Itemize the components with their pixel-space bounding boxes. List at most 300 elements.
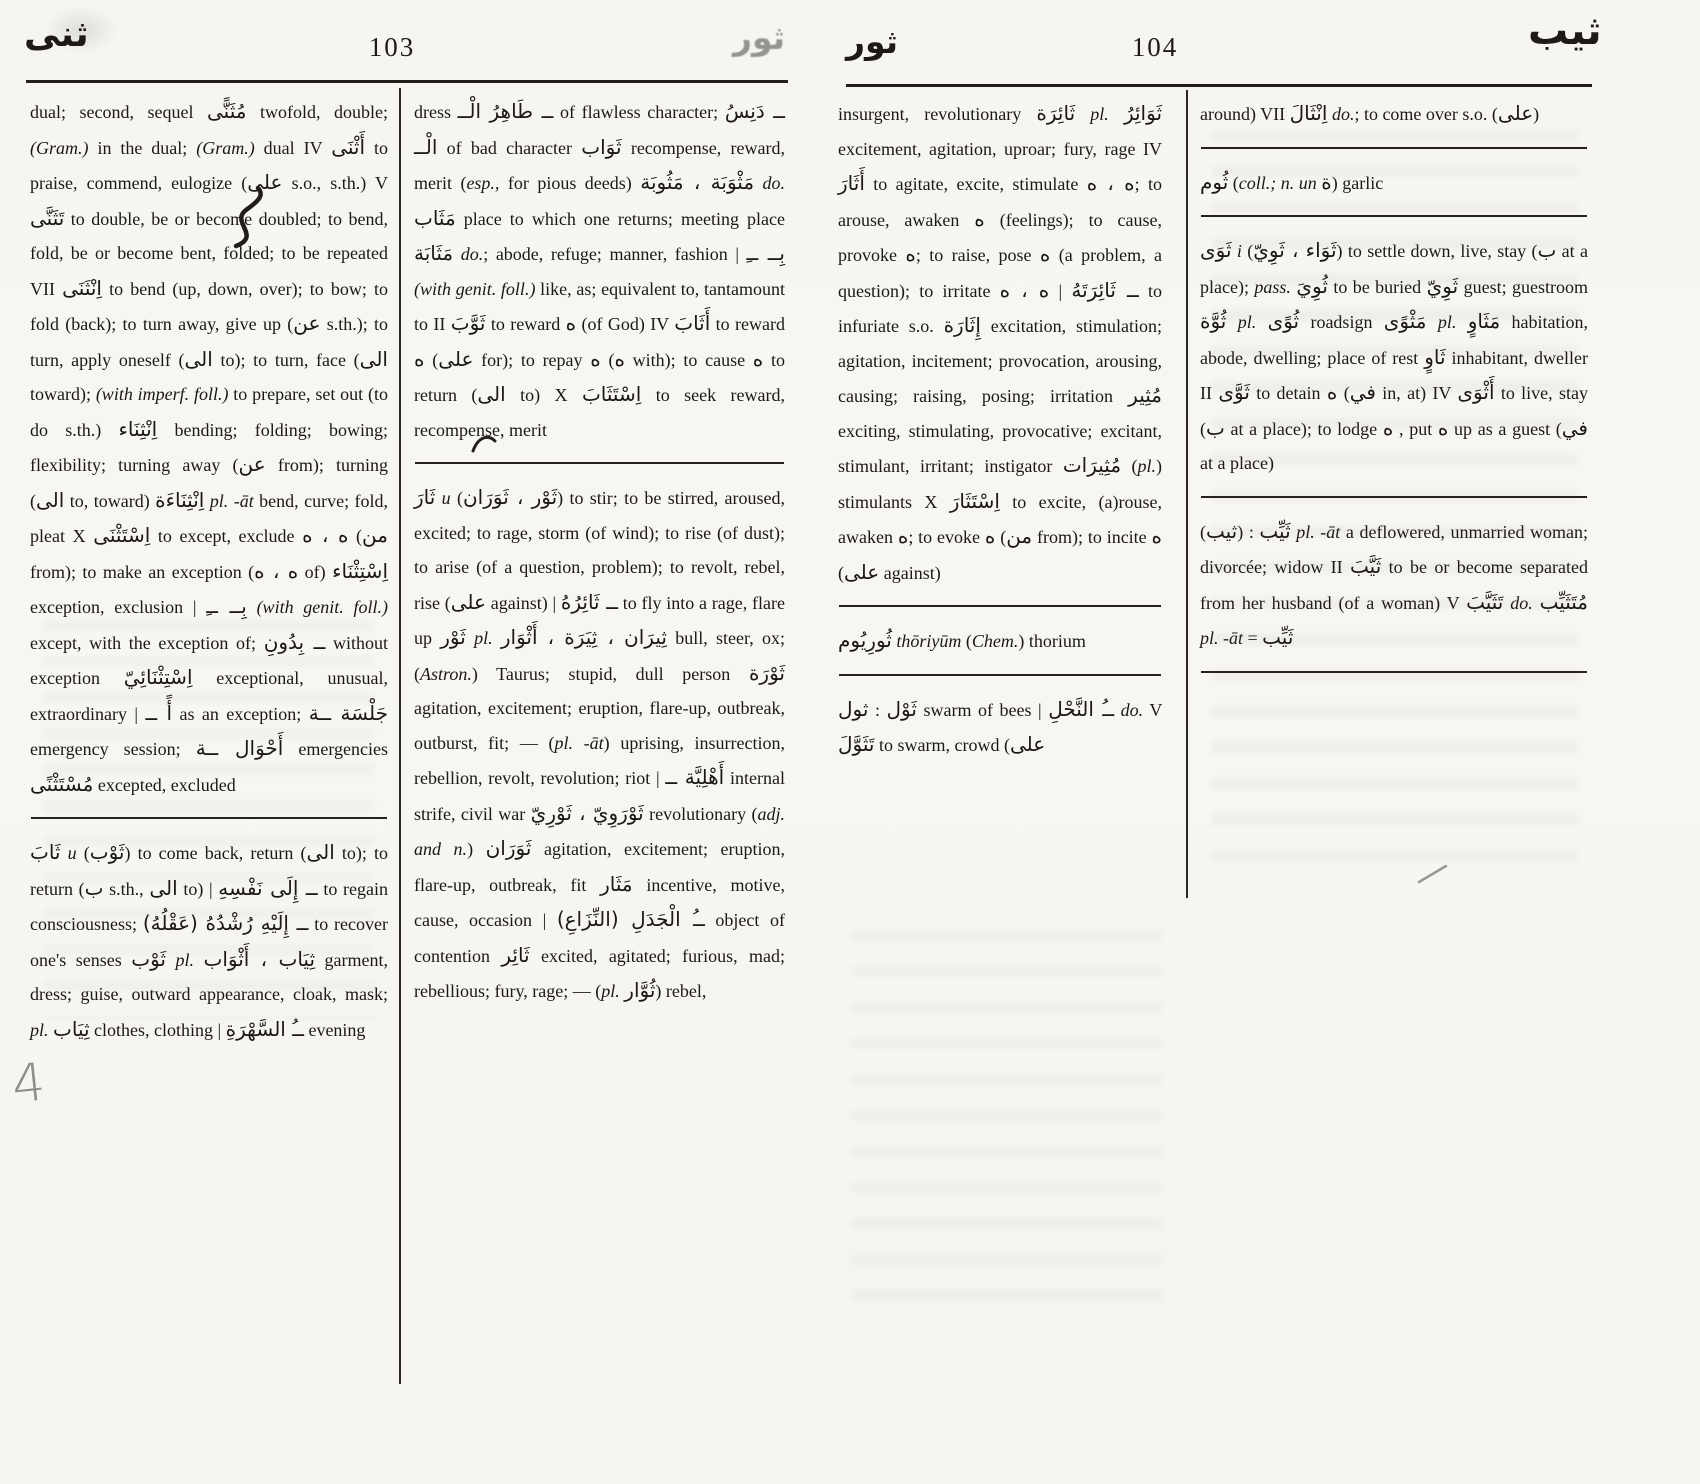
arabic-text: ــ إِلَى نَفْسِهِ (218, 875, 318, 900)
english-text: (feelings); to cause, provoke (838, 209, 1162, 265)
english-text: s.th.); to turn, apply oneself ( (30, 314, 388, 370)
english-text: bend, curve; fold, pleat X (30, 490, 389, 546)
english-text: = (1243, 628, 1263, 648)
arabic-text: ه (1382, 415, 1394, 440)
arabic-text: ثَارَ (414, 485, 436, 509)
english-text: of) (298, 561, 333, 582)
page-104-column-1 (838, 96, 1162, 763)
english-text: to reward (710, 314, 786, 334)
arabic-text: مُسْتَثْنًى (30, 771, 94, 796)
english-text: excitation, stimulation; agitation, incitement; provocation, arousing, causing; raising, posing; irritation (838, 316, 1162, 406)
entry-separator-rule (415, 462, 784, 464)
english-text: for pious deeds) (499, 173, 641, 193)
english-text: excited, agitated; furious, mad; rebellious; fury, rage; — ( (414, 945, 786, 1001)
english-text: ) thorium (1018, 631, 1086, 651)
italic-gloss: u (67, 843, 77, 863)
arabic-text: على (1497, 101, 1534, 125)
arabic-text: ثَوِيّ (1426, 273, 1459, 298)
arabic-text: ه (897, 524, 909, 548)
italic-gloss: (with genit. foll.) (414, 278, 536, 299)
english-text: recompense, reward, merit ( (414, 137, 785, 193)
english-text: to infuriate s.o. (838, 280, 1162, 336)
italic-gloss: pl. (175, 949, 194, 970)
entry-separator-rule (31, 817, 387, 819)
arabic-text: اِنْثِنَاء (118, 416, 158, 441)
arabic-text: مَثَاب (414, 205, 456, 230)
arabic-text: تَثَوَّلَ (838, 732, 875, 756)
english-text: in, at) IV (1375, 383, 1458, 403)
english-text (493, 628, 501, 648)
arabic-text: مُثِيرَات (1062, 453, 1122, 477)
english-text: from); to make an exception ( (30, 561, 255, 582)
italic-gloss: pass. (1254, 276, 1291, 297)
english-text: (of God) IV (576, 314, 675, 334)
english-text (1226, 312, 1237, 332)
english-text: bending; folding; bowing; flexibility; turning away ( (30, 419, 389, 475)
english-text: at a place); to lodge (1224, 418, 1383, 439)
english-text: up as a guest ( (1448, 418, 1562, 439)
arabic-text: ه (974, 206, 985, 231)
english-text: ) garlic (1331, 172, 1384, 193)
arabic-text: ثَوَى (1200, 238, 1232, 262)
italic-gloss: do. (1510, 592, 1533, 613)
dictionary-entry (838, 623, 1162, 659)
arabic-text: ه ، ه (1086, 171, 1135, 195)
arabic-text: ثُورِيُوم (838, 628, 892, 652)
english-text: revolutionary ( (643, 803, 758, 824)
english-text: to regain consciousness; (30, 878, 388, 934)
english-text: ) Taurus; stupid, dull person (471, 663, 749, 684)
dictionary-entry (838, 692, 1162, 763)
arabic-text: اِنْثِنَاءَة (155, 487, 205, 512)
arabic-text: ــُ النَّحْلِ (1048, 696, 1115, 721)
english-text: to reward (485, 314, 566, 334)
english-text: at a place); (1200, 241, 1588, 297)
page-103-column-divider (399, 88, 401, 1384)
italic-gloss: do. (1331, 104, 1355, 124)
english-text: to) X (505, 385, 582, 405)
english-text: exception, exclusion | (30, 597, 207, 617)
english-text: ; to raise, pose (915, 245, 1040, 265)
arabic-text: ثِيرَان ، ثِيَرَة ، أَثْوَار (500, 625, 667, 649)
arabic-text: مَثَار (600, 871, 633, 896)
arabic-text: أَثْنَى (331, 134, 366, 159)
arabic-text: على (844, 559, 880, 584)
english-text: to agitate, excite, stimulate (864, 174, 1087, 194)
arabic-text: على (450, 589, 486, 614)
arabic-text: ثيب (1206, 518, 1238, 543)
arabic-text: تَثَنَّى (30, 205, 65, 230)
page-103-column-1 (30, 94, 388, 1047)
english-text: with); to cause (624, 349, 753, 370)
arabic-text: ثِيَاب (53, 1016, 90, 1041)
arabic-text: ثُوَّة (1200, 309, 1227, 333)
page-103-column-2 (414, 94, 785, 1009)
arabic-text: ثَوَائِرُ (1123, 101, 1163, 125)
arabic-text: الى (477, 382, 506, 406)
arabic-text: ثُوِيَ (1296, 273, 1328, 298)
arabic-text: ثَوْرَة (748, 660, 785, 685)
italic-gloss: pl. -āt (209, 490, 254, 511)
english-text: to excite, (a)rouse, awaken (838, 491, 1162, 547)
italic-gloss: do. (460, 244, 484, 264)
entry-separator-rule (1201, 215, 1587, 217)
entry-separator-rule (1201, 671, 1587, 673)
english-text: to prepare, set out (to do s.th.) (30, 384, 389, 440)
arabic-text: ه (1326, 380, 1338, 404)
arabic-text: ب (1537, 238, 1557, 262)
english-text: s.o., s.th.) V (282, 173, 388, 193)
english-text: ) to stir; to be stirred, aroused, excited; to rage, storm (of wind); to rise (of dust); to arise (of a question, problem); to revolt, rebel, rise ( (414, 488, 786, 613)
english-text: of flawless character; (553, 102, 725, 122)
dictionary-entry (838, 96, 1162, 590)
english-text: | (1049, 280, 1072, 301)
italic-gloss: pl. (601, 981, 620, 1001)
italic-gloss: do. (762, 173, 785, 193)
english-text: inhabitant, dweller II (1200, 347, 1588, 403)
arabic-text: مُتَثَيِّب (1539, 589, 1589, 614)
english-text: ( (600, 349, 615, 370)
arabic-text: بِــ ــِ (206, 594, 247, 618)
english-text: ( (348, 526, 363, 546)
english-text: ( (76, 843, 90, 863)
arabic-text: ــ بِدُونِ (263, 629, 326, 654)
english-text: ( (1241, 241, 1254, 261)
english-text (1456, 312, 1467, 332)
page-104-header-rule (846, 84, 1592, 87)
arabic-text: جَلْسَة ــة (308, 700, 388, 725)
arabic-text: ثَوْل (886, 696, 917, 721)
english-text (1109, 104, 1124, 124)
page-103-number: 103 (368, 32, 416, 62)
english-text: a deflowered, unmarried woman; divorcée; widow II (1200, 521, 1589, 577)
arabic-text: ثَابَ (30, 840, 61, 864)
english-text: s.th., (103, 878, 150, 899)
arabic-text: ــُ الْجَدَلِ (النِّزَاعِ) (556, 907, 705, 931)
italic-gloss: (with genit. foll.) (256, 597, 388, 617)
dictionary-entry (30, 94, 388, 802)
english-text: to swarm, crowd ( (874, 735, 1010, 755)
dictionary-entry (1200, 514, 1588, 656)
english-text (1427, 312, 1438, 332)
arabic-text: الى (306, 840, 335, 864)
english-text: emergency session; (30, 739, 196, 759)
arabic-text: من (362, 523, 388, 547)
english-text: to fly into a rage, flare up (414, 592, 785, 648)
page-104-right-keyword: ثيب (1528, 8, 1602, 54)
entry-separator-rule (1201, 496, 1587, 498)
arabic-text: اِسْتِثْنَاء (332, 558, 388, 583)
english-text: ; to evoke (908, 527, 985, 547)
dictionary-entry (1200, 165, 1588, 201)
english-text: excitement, agitation, uproar; fury, rage IV (838, 138, 1162, 159)
english-text: ) (467, 839, 486, 859)
english-text: ( (450, 488, 463, 508)
english-text: against) | (485, 592, 561, 613)
english-text: dual IV (254, 137, 332, 158)
english-text: to double, be or become doubled; to bend, fold, be or become bent, folded; to be repeated VII (30, 208, 388, 299)
entry-separator-rule (839, 605, 1161, 607)
italic-gloss: u (441, 488, 451, 508)
arabic-text: ه (1437, 415, 1449, 440)
arabic-text: ه (752, 346, 764, 371)
italic-gloss: do. (1120, 699, 1144, 720)
english-text: garment, dress; guise, outward appearance, cloak, mask; (30, 949, 388, 1004)
english-text (466, 628, 474, 648)
arabic-text: ثَيِّب (1259, 518, 1291, 543)
arabic-text: ــ إِلَيْهِ رُشْدُهُ (عَقْلُهُ) (142, 911, 309, 935)
english-text: to) | (177, 878, 219, 899)
italic-gloss: pl. (474, 628, 493, 648)
arabic-text: ب (1206, 415, 1225, 440)
italic-gloss: coll.; n. un (1238, 172, 1317, 193)
arabic-text: تَثَيَّبَ (1466, 589, 1504, 614)
arabic-text: على (438, 346, 474, 371)
english-text: to, toward) (64, 490, 156, 511)
arabic-text: ــ ثَائِرُهُ (560, 589, 618, 614)
arabic-text: ه (905, 242, 916, 266)
english-text: to except, exclude (150, 526, 303, 546)
arabic-text: ثَائِر (501, 942, 530, 967)
arabic-text: مُثِير (1128, 383, 1162, 407)
arabic-text: ثَيِّب (1262, 625, 1294, 649)
english-text: to be or become separated from her husband (of a woman) V (1200, 557, 1588, 613)
english-text: around) VII (1200, 104, 1290, 124)
page-104-column-2 (1200, 96, 1588, 689)
italic-gloss: pl. -āt (554, 732, 604, 753)
english-text: ; to arouse, awaken (838, 174, 1162, 230)
english-text (61, 843, 68, 863)
english-text: ) to come back, return ( (124, 843, 307, 863)
english-text (1075, 104, 1090, 124)
arabic-text: ثَوْب (89, 840, 125, 864)
arabic-text: ثُوَّار (624, 978, 656, 1002)
arabic-text: ــ دَنِسُ الْــ (414, 99, 785, 159)
english-text: ) to settle down, live, stay ( (1336, 241, 1538, 261)
page-104-number: 104 (1131, 32, 1179, 62)
english-text: (a problem, a question); to irritate (838, 245, 1162, 301)
arabic-text: ثُوًى (1267, 309, 1300, 333)
dictionary-entry (1200, 96, 1588, 132)
arabic-text: بِــ ــِ (746, 241, 785, 265)
italic-gloss: pl. (30, 1019, 49, 1040)
arabic-text: أَثْوَى (1457, 380, 1495, 404)
english-text: incentive, motive, cause, occasion | (414, 874, 785, 930)
arabic-text: أً ــ (145, 700, 173, 725)
english-text: against) (879, 562, 941, 583)
english-text: ) rebel, (655, 981, 707, 1001)
arabic-text: ه (565, 311, 577, 335)
english-text: twofold, double; (246, 102, 388, 122)
english-text: except, with the exception of; (30, 632, 264, 653)
english-text (1533, 593, 1540, 613)
english-text: emergencies (283, 739, 389, 759)
english-text: : (868, 699, 887, 720)
dictionary-entry (414, 480, 785, 1009)
english-text: to); to return ( (30, 843, 389, 899)
english-text: V (1143, 699, 1162, 720)
english-text: like, as; equivalent to, tantamount to II (414, 278, 785, 334)
italic-gloss: pl. (1437, 312, 1457, 332)
arabic-text: اِنْثَنَى (62, 275, 102, 300)
arabic-text: مَثْوَبَة ، مَثُوبَة (640, 170, 755, 194)
english-text: toward); (30, 384, 96, 404)
english-text: to return ( (414, 349, 785, 405)
arabic-text: من (1006, 524, 1033, 548)
english-text: ( (995, 527, 1007, 547)
english-text: dual; second, sequel (30, 102, 208, 122)
english-text (1256, 312, 1267, 332)
english-text: for); to repay (473, 349, 591, 370)
arabic-text: ثول (838, 696, 869, 721)
arabic-text: ه ، ه (254, 558, 299, 583)
arabic-text: ــُ السَّهْرَةِ (225, 1016, 304, 1041)
english-text: exceptional, unusual, extraordinary | (30, 668, 388, 724)
english-text: at a place) (1200, 453, 1274, 473)
italic-gloss: (with imperf. foll.) (95, 384, 229, 404)
english-text: from); turning ( (30, 455, 388, 511)
arabic-text: ــ ثَائِرَتَهُ (1071, 277, 1139, 302)
arabic-text: ثَوَّبَ (450, 311, 486, 335)
arabic-text: اِسْتَثَابَ (581, 382, 642, 406)
italic-gloss: (Gram.) (30, 137, 89, 158)
arabic-text: الى (359, 346, 388, 371)
italic-gloss: esp., (466, 173, 500, 193)
english-text: without exception (30, 632, 388, 688)
english-text: to live, stay ( (1200, 383, 1588, 439)
english-text (453, 244, 461, 264)
handwritten-margin-numeral: 4 (8, 1052, 49, 1116)
english-text: exciting, stimulating, provocative; excitant, stimulant, irritant; instigator (838, 420, 1162, 476)
italic-gloss: pl. -āt (1296, 521, 1341, 542)
english-text: ( (838, 562, 844, 583)
english-text: ( (1121, 456, 1138, 476)
italic-gloss: adj. and n. (414, 803, 786, 859)
english-text: from); to incite (1032, 527, 1152, 547)
english-text: , put (1393, 418, 1438, 439)
arabic-text: الى (184, 346, 213, 371)
page-showthrough-ghost (852, 930, 1162, 1310)
arabic-text: ة (1321, 169, 1332, 194)
english-text: ( (1337, 383, 1350, 403)
arabic-text: ه (1151, 524, 1163, 548)
arabic-text: ثَوْرَوِيّ ، ثَوْرِيّ (530, 800, 644, 825)
english-text: bull, steer, ox; ( (414, 628, 785, 684)
arabic-text: عن (293, 311, 321, 335)
arabic-text: مَثَاوٍ (1467, 309, 1501, 333)
english-text: to bend (up, down, over); to bow; to fold (back); to turn away, give up ( (30, 278, 388, 334)
italic-gloss: Chem. (971, 631, 1019, 651)
arabic-text: على (247, 170, 283, 194)
english-text: to); to turn, face ( (212, 349, 360, 370)
english-text: roadsign (1299, 312, 1384, 332)
arabic-text: ثَوْب (131, 946, 166, 971)
english-text: of bad character (437, 137, 582, 158)
italic-gloss: thōriyūm (896, 631, 962, 651)
english-text: excepted, excluded (93, 774, 236, 795)
arabic-text: ثَوَرَان (485, 836, 532, 860)
entry-separator-rule (839, 674, 1161, 676)
italic-gloss: i (1236, 241, 1242, 261)
page-104-column-divider (1186, 90, 1188, 898)
english-text: ; abode, refuge; manner, fashion | (483, 244, 747, 264)
english-text: clothes, clothing | (89, 1019, 226, 1040)
italic-gloss: (Gram.) (196, 137, 255, 158)
english-text: to praise, commend, eulogize ( (30, 137, 388, 193)
english-text: agitation, excitement; eruption, flare-up, outbreak, outburst, fit; — ( (414, 698, 785, 753)
arabic-text: مَثَابَة (414, 241, 454, 265)
arabic-text: اِسْتَثَارَ (949, 488, 1000, 513)
english-text: ; to come over s.o. ( (1354, 104, 1498, 124)
english-text: object of contention (414, 910, 785, 966)
arabic-text: مَثْوًى (1383, 309, 1427, 333)
arabic-text: ه ، ه (999, 277, 1050, 302)
italic-gloss: pl. -āt (1200, 628, 1243, 648)
arabic-text: ه (1039, 242, 1051, 266)
dictionary-entry (414, 94, 785, 447)
english-text: ) (1533, 104, 1540, 124)
arabic-text: ثَائِرَة (1036, 101, 1076, 125)
english-text: guest; guestroom (1458, 276, 1588, 297)
english-text: to recover one's senses (30, 914, 388, 970)
english-text: place to which one returns; meeting place (455, 208, 785, 229)
english-text: to be buried (1327, 276, 1427, 297)
page-103-header-rule (26, 80, 788, 83)
english-text: swarm of bees | (916, 699, 1049, 720)
arabic-text: ثِيَاب ، أَثْوَاب (203, 946, 316, 971)
english-text (247, 597, 257, 617)
page-104-left-keyword: ثور (846, 22, 899, 61)
english-text: ( (961, 631, 972, 651)
dictionary-entry (1200, 233, 1588, 481)
arabic-text: ثَوْر (440, 625, 466, 649)
arabic-text: في (1349, 380, 1376, 404)
english-text: habitation, abode, dwelling; place of rest (1200, 312, 1588, 368)
english-text: ) stimulants X (838, 456, 1162, 512)
page-103-left-keyword: ثنى (24, 14, 89, 55)
english-text: agitation, excitement; eruption, flare-up, outbreak, fit (414, 839, 786, 895)
arabic-text: ثَاوٍ (1424, 344, 1446, 369)
arabic-text: على (1009, 732, 1046, 756)
page-103-right-keyword: ثور (733, 18, 786, 57)
english-text: ) uprising, insurrection, rebellion, revolt, revolution; riot | (414, 732, 785, 788)
english-text: in the dual; (88, 137, 197, 158)
english-text: ( (1228, 172, 1239, 193)
english-text: to detain (1249, 383, 1327, 403)
arabic-text: ه (984, 524, 996, 548)
english-text: as an exception; (172, 703, 309, 724)
handwritten-pencil-tick (1416, 860, 1450, 886)
arabic-text: أَثَارَ (838, 171, 865, 195)
english-text: to seek reward, recompense, merit (414, 385, 785, 440)
arabic-text: اِنْثَالَ (1289, 101, 1328, 125)
english-text: ) : (1237, 521, 1260, 542)
arabic-text: أَحْوَال ــة (195, 736, 284, 760)
english-text: dress (414, 102, 458, 122)
arabic-text: ثَوْر ، ثَوَرَان (462, 485, 558, 509)
italic-gloss: Astron. (420, 663, 472, 684)
english-text: evening (303, 1019, 366, 1040)
italic-gloss: pl. (1237, 312, 1257, 332)
arabic-text: اِسْتِثْنَائِيّ (123, 665, 193, 689)
arabic-text: ثَيَّبَ (1350, 554, 1382, 578)
arabic-text: ثَوَاء ، ثَوِيّ (1253, 238, 1337, 262)
entry-separator-rule (1201, 147, 1587, 149)
arabic-text: ثَوَاب (581, 134, 622, 159)
arabic-text: في (1561, 415, 1588, 440)
arabic-text: عن (238, 452, 266, 476)
italic-gloss: pl. (1137, 456, 1156, 476)
